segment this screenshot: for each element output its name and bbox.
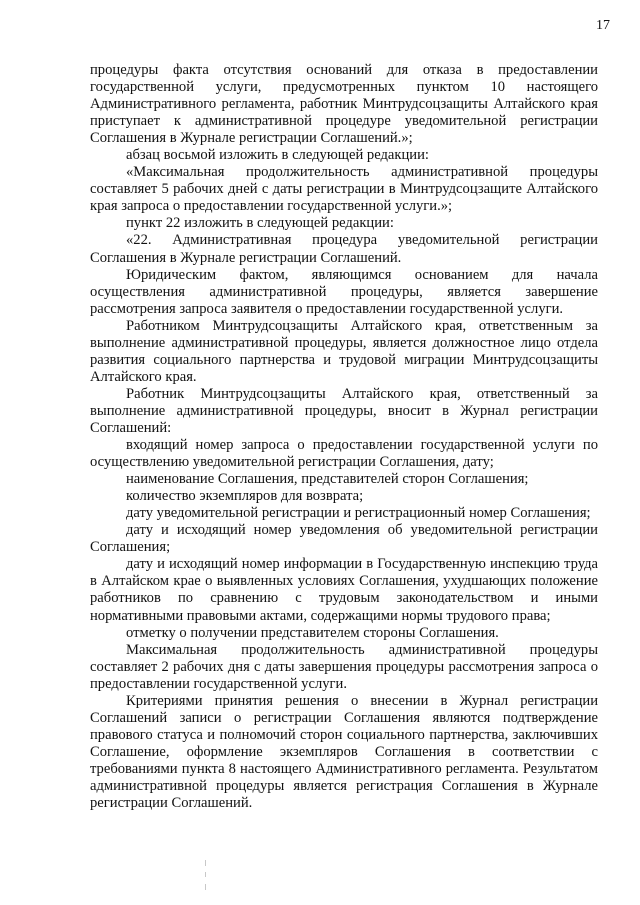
scan-artifact-line xyxy=(205,884,206,890)
scan-artifact-line xyxy=(205,860,206,866)
paragraph-journal-entries-intro: Работник Минтрудсоцзащиты Алтайского края, ответственный за выполнение административной процедуры, вносит в Журнал регистрации Соглашений: xyxy=(90,385,598,436)
paragraph-duration-2-days: Максимальная продолжительность административной процедуры составляет 2 рабочих дня с даты завершения процедуры рассмотрения запроса о предоставлении государственной услуги. xyxy=(90,641,598,692)
paragraph-continuation: процедуры факта отсутствия оснований для отказа в предоставлении государственной услуги, предусмотренных пунктом 10 настоящего Административного регламента, работник Минтрудсоцзащиты Алтайского края приступает к административной процедуре уведомительной регистрации Соглашения в Журнале регистрации Соглашений.»; xyxy=(90,62,598,147)
paragraph-amendment-instruction-22: пункт 22 изложить в следующей редакции: xyxy=(126,215,394,232)
paragraph-section-22-heading: «22. Административная процедура уведомительной регистрации Соглашения в Журнале регистрации Соглашений. xyxy=(90,232,598,266)
paragraph-responsible-official: Работником Минтрудсоцзащиты Алтайского края, ответственным за выполнение административной процедуры, является должностное лицо отдела развития социального партнерства и трудовой миграции Минтрудсоцзащиты Алтайского края. xyxy=(90,317,598,385)
list-item-registration-date: дату уведомительной регистрации и регистрационный номер Соглашения; xyxy=(126,505,591,522)
paragraph-quote-duration-5-days: «Максимальная продолжительность административной процедуры составляет 5 рабочих дней с даты регистрации в Минтрудсоцзащите Алтайского края запроса о предоставлении государственной услуги.»; xyxy=(90,164,598,215)
list-item-incoming-number: входящий номер запроса о предоставлении государственной услуги по осуществлению уведомительной регистрации Соглашения, дату; xyxy=(90,437,598,471)
document-body xyxy=(90,62,598,812)
list-item-agreement-name: наименование Соглашения, представителей сторон Соглашения; xyxy=(126,471,529,488)
list-item-labor-inspection-info: дату и исходящий номер информации в Государственную инспекцию труда в Алтайском крае о выявленных условиях Соглашения, ухудшающих положение работников по сравнению с трудовым законодательством и иными нормативными правовыми актами, содержащими нормы трудового права; xyxy=(90,556,598,624)
scan-artifact-line xyxy=(205,872,206,877)
list-item-notification-number: дату и исходящий номер уведомления об уведомительной регистрации Соглашения; xyxy=(90,522,598,556)
paragraph-decision-criteria: Критериями принятия решения о внесении в Журнал регистрации Соглашений записи о регистрации Соглашения являются подтверждение правового статуса и полномочий сторон социального партнерства, заключивших Соглашение, оформление экземпляров Соглашения в соответствии с требованиями пункта 8 настоящего Административного регламента. Результатом административной процедуры является регистрация Соглашения в Журнале регистрации Соглашений. xyxy=(90,692,598,812)
paragraph-amendment-instruction: абзац восьмой изложить в следующей редакции: xyxy=(126,147,429,164)
list-item-copies-count: количество экземпляров для возврата; xyxy=(126,488,364,505)
page-number: 17 xyxy=(596,18,610,33)
list-item-receipt-mark: отметку о получении представителем стороны Соглашения. xyxy=(126,624,499,641)
paragraph-legal-fact: Юридическим фактом, являющимся основанием для начала осуществления административной процедуры, является завершение рассмотрения запроса заявителя о предоставлении государственной услуги. xyxy=(90,266,598,317)
